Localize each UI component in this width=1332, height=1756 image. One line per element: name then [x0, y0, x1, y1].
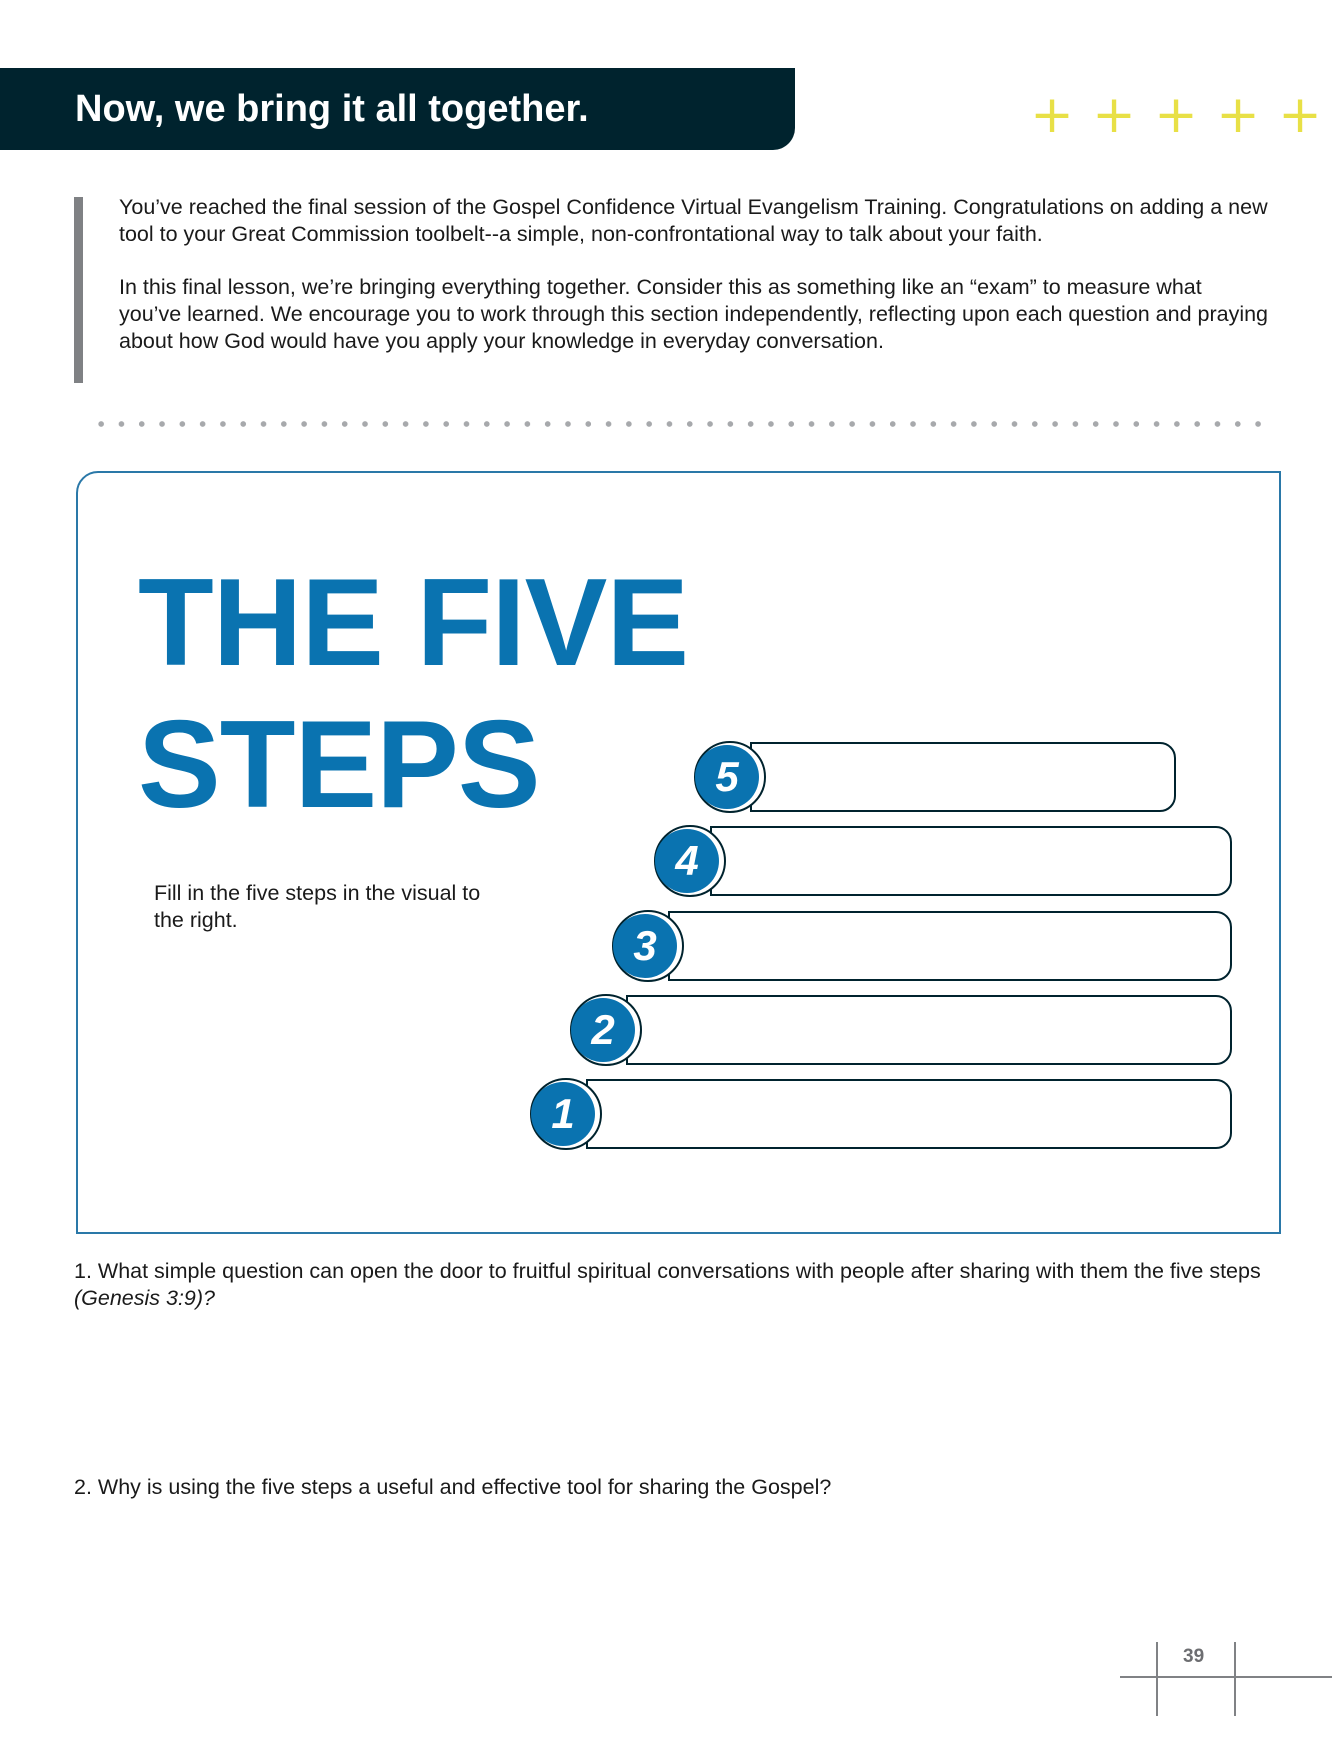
- corner-mark-line: [1156, 1642, 1158, 1716]
- header-bar: [0, 68, 795, 150]
- cross-icon: +: [1278, 85, 1322, 145]
- question-1-text: 1. What simple question can open the door to fruitful spiritual conversations with people after sharing with them the five steps: [74, 1259, 1261, 1283]
- cross-icon: +: [1154, 85, 1198, 145]
- question-1-reference: (Genesis 3:9)?: [74, 1286, 216, 1310]
- intro-paragraph: You’ve reached the final session of the Gospel Confidence Virtual Evangelism Training. Congratulations on adding a new tool to your Great Commission toolbelt--a simple, non-confrontational way to talk about your faith.: [119, 195, 1268, 246]
- corner-mark-line: [1234, 1642, 1236, 1716]
- five-steps-title: [138, 552, 688, 836]
- title-line-2: STEPS: [138, 696, 540, 834]
- step-4-answer-field[interactable]: [710, 826, 1232, 896]
- intro-paragraph: In this final lesson, we’re bringing everything together. Consider this as something like an “exam” to measure what you’ve learned. We encourage you to work through this section independently, reflecting upon each question and praying about how God would have you apply your knowledge in everyday conversation.: [119, 275, 1269, 353]
- corner-mark-line: [1120, 1676, 1332, 1678]
- page-number: 39: [1183, 1646, 1205, 1667]
- step-4-number: 4: [655, 829, 719, 893]
- step-5-answer-field[interactable]: [750, 742, 1176, 812]
- step-3-number: 3: [613, 914, 677, 978]
- cross-icon: +: [1030, 85, 1074, 145]
- question-1: [74, 1258, 1274, 1312]
- page-title: Now, we bring it all together.: [75, 88, 589, 130]
- step-1-answer-field[interactable]: [586, 1079, 1232, 1149]
- step-3-answer-field[interactable]: [668, 911, 1232, 981]
- five-steps-instruction: Fill in the five steps in the visual to the right.: [154, 881, 481, 932]
- step-2-answer-field[interactable]: [626, 995, 1232, 1065]
- question-2: 2. Why is using the five steps a useful and effective tool for sharing the Gospel?: [74, 1475, 832, 1499]
- step-1-number: 1: [531, 1082, 595, 1146]
- cross-icon: +: [1216, 85, 1260, 145]
- intro-text: [119, 194, 1269, 381]
- cross-icon: +: [1092, 85, 1136, 145]
- title-line-1: THE FIVE: [138, 554, 689, 692]
- dotted-divider: [91, 421, 1267, 427]
- step-2-number: 2: [571, 998, 635, 1062]
- step-5-number: 5: [695, 745, 759, 809]
- intro-rule: [74, 197, 83, 383]
